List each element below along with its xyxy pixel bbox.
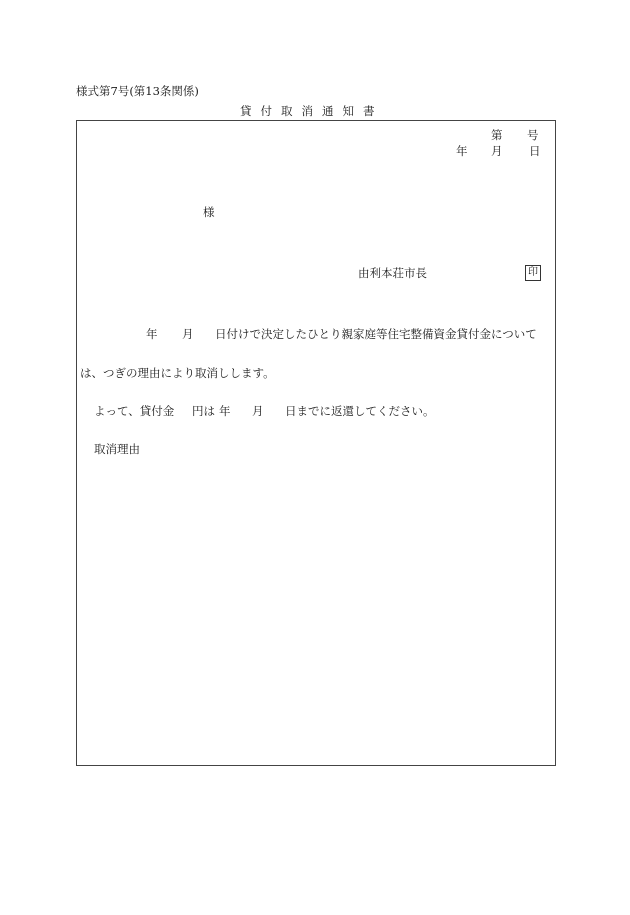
body-paragraph-3 (94, 406, 435, 418)
date-month-label: 月 (491, 144, 503, 158)
p3-year-label: 年 (219, 404, 231, 418)
addressee-honorific: 様 (203, 205, 215, 219)
date-day-label: 日 (529, 144, 541, 158)
body-paragraph-1 (146, 329, 537, 341)
p3-month-label: 月 (252, 404, 264, 418)
p1-month-label: 月 (182, 327, 194, 341)
p3-yen: 円は (192, 404, 215, 418)
issuer-title: 由利本荘市長 (358, 266, 427, 280)
document-frame (76, 120, 556, 766)
p3-prefix: よって、貸付金 (94, 404, 175, 418)
body-paragraph-2: は、つぎの理由により取消しします。 (80, 366, 275, 380)
p1-year-label: 年 (146, 327, 158, 341)
form-label: 様式第7号(第13条関係) (76, 84, 199, 98)
cancellation-reason-label: 取消理由 (94, 442, 140, 456)
seal-mark: 印 (525, 265, 541, 281)
date-year-label: 年 (456, 144, 468, 158)
document-title: 貸付取消通知書 (240, 104, 384, 118)
p3-suffix: 日までに返還してください。 (285, 404, 435, 418)
p1-text: 日付けで決定したひとり親家庭等住宅整備資金貸付金について (215, 327, 537, 341)
number-prefix: 第 (491, 128, 503, 142)
number-suffix: 号 (527, 128, 539, 142)
